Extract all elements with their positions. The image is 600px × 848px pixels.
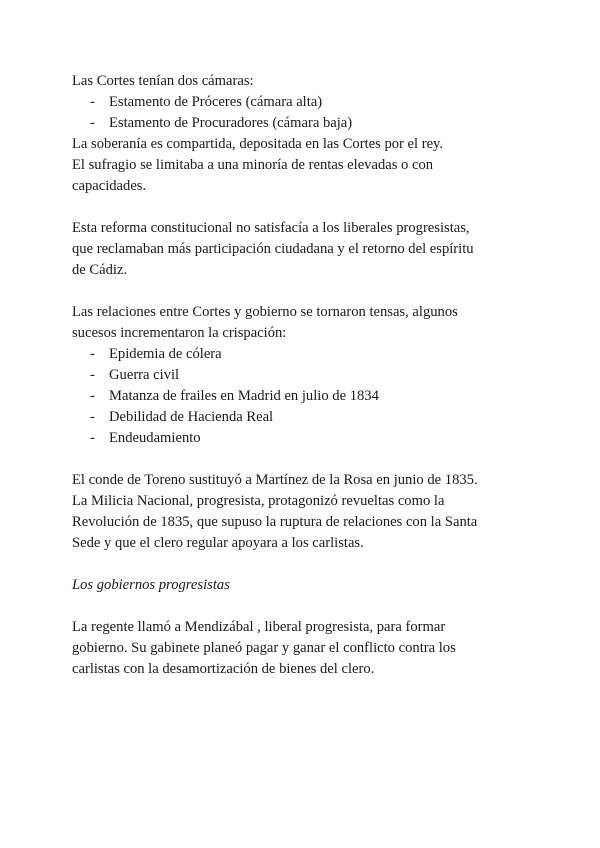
mendizabal-paragraph	[72, 617, 542, 680]
paragraph-line: de Cádiz.	[72, 262, 128, 278]
list-item-text: Epidemia de cólera	[109, 346, 222, 362]
list-item	[72, 386, 542, 407]
events-list	[72, 344, 542, 449]
paragraph-line: La Milicia Nacional, progresista, protagonizó revueltas como la	[72, 493, 445, 509]
paragraph-spacer	[72, 596, 542, 617]
paragraph-line: carlistas con la desamortización de bienes del clero.	[72, 661, 375, 677]
paragraph-spacer	[72, 197, 542, 218]
paragraph-line: que reclamaban más participación ciudadana y el retorno del espíritu	[72, 241, 474, 257]
paragraph-line: La soberanía es compartida, depositada en las Cortes por el rey.	[72, 136, 444, 152]
list-item	[72, 365, 542, 386]
reform-paragraph	[72, 218, 542, 281]
list-item-text: Estamento de Procuradores (cámara baja)	[109, 115, 353, 131]
document-body	[72, 71, 542, 680]
paragraph-line: El sufragio se limitaba a una minoría de rentas elevadas o con	[72, 157, 434, 173]
paragraph-line: gobierno. Su gabinete planeó pagar y ganar el conflicto contra los	[72, 640, 456, 656]
toreno-paragraph	[72, 470, 542, 554]
paragraph-line: capacidades.	[72, 178, 147, 194]
list-item	[72, 344, 542, 365]
paragraph-line: Esta reforma constitucional no satisfacía a los liberales progresistas,	[72, 220, 470, 236]
list-dash: -	[90, 367, 95, 383]
list-item	[72, 92, 542, 113]
list-item	[72, 113, 542, 134]
list-item-text: Endeudamiento	[109, 430, 201, 446]
paragraph-spacer	[72, 554, 542, 575]
list-dash: -	[90, 430, 95, 446]
list-item-text: Debilidad de Hacienda Real	[109, 409, 274, 425]
list-dash: -	[90, 94, 95, 110]
section-heading: Los gobiernos progresistas	[72, 577, 230, 593]
paragraph-line: sucesos incrementaron la crispación:	[72, 325, 287, 341]
paragraph-line: La regente llamó a Mendizábal , liberal progresista, para formar	[72, 619, 446, 635]
cortes-intro: Las Cortes tenían dos cámaras:	[72, 73, 254, 89]
paragraph-line: Sede y que el clero regular apoyara a los carlistas.	[72, 535, 364, 551]
sovereignty-paragraph	[72, 134, 542, 197]
chambers-list	[72, 92, 542, 134]
list-dash: -	[90, 115, 95, 131]
relations-paragraph	[72, 302, 542, 344]
paragraph-spacer	[72, 281, 542, 302]
list-item-text: Estamento de Próceres (cámara alta)	[109, 94, 323, 110]
paragraph-line: Revolución de 1835, que supuso la ruptura de relaciones con la Santa	[72, 514, 478, 530]
list-item-text: Guerra civil	[109, 367, 180, 383]
paragraph-line: Las relaciones entre Cortes y gobierno se tornaron tensas, algunos	[72, 304, 458, 320]
list-item	[72, 428, 542, 449]
list-dash: -	[90, 409, 95, 425]
list-dash: -	[90, 388, 95, 404]
list-dash: -	[90, 346, 95, 362]
paragraph-line: El conde de Toreno sustituyó a Martínez de la Rosa en junio de 1835.	[72, 472, 478, 488]
list-item	[72, 407, 542, 428]
paragraph-spacer	[72, 449, 542, 470]
list-item-text: Matanza de frailes en Madrid en julio de 1834	[109, 388, 379, 404]
